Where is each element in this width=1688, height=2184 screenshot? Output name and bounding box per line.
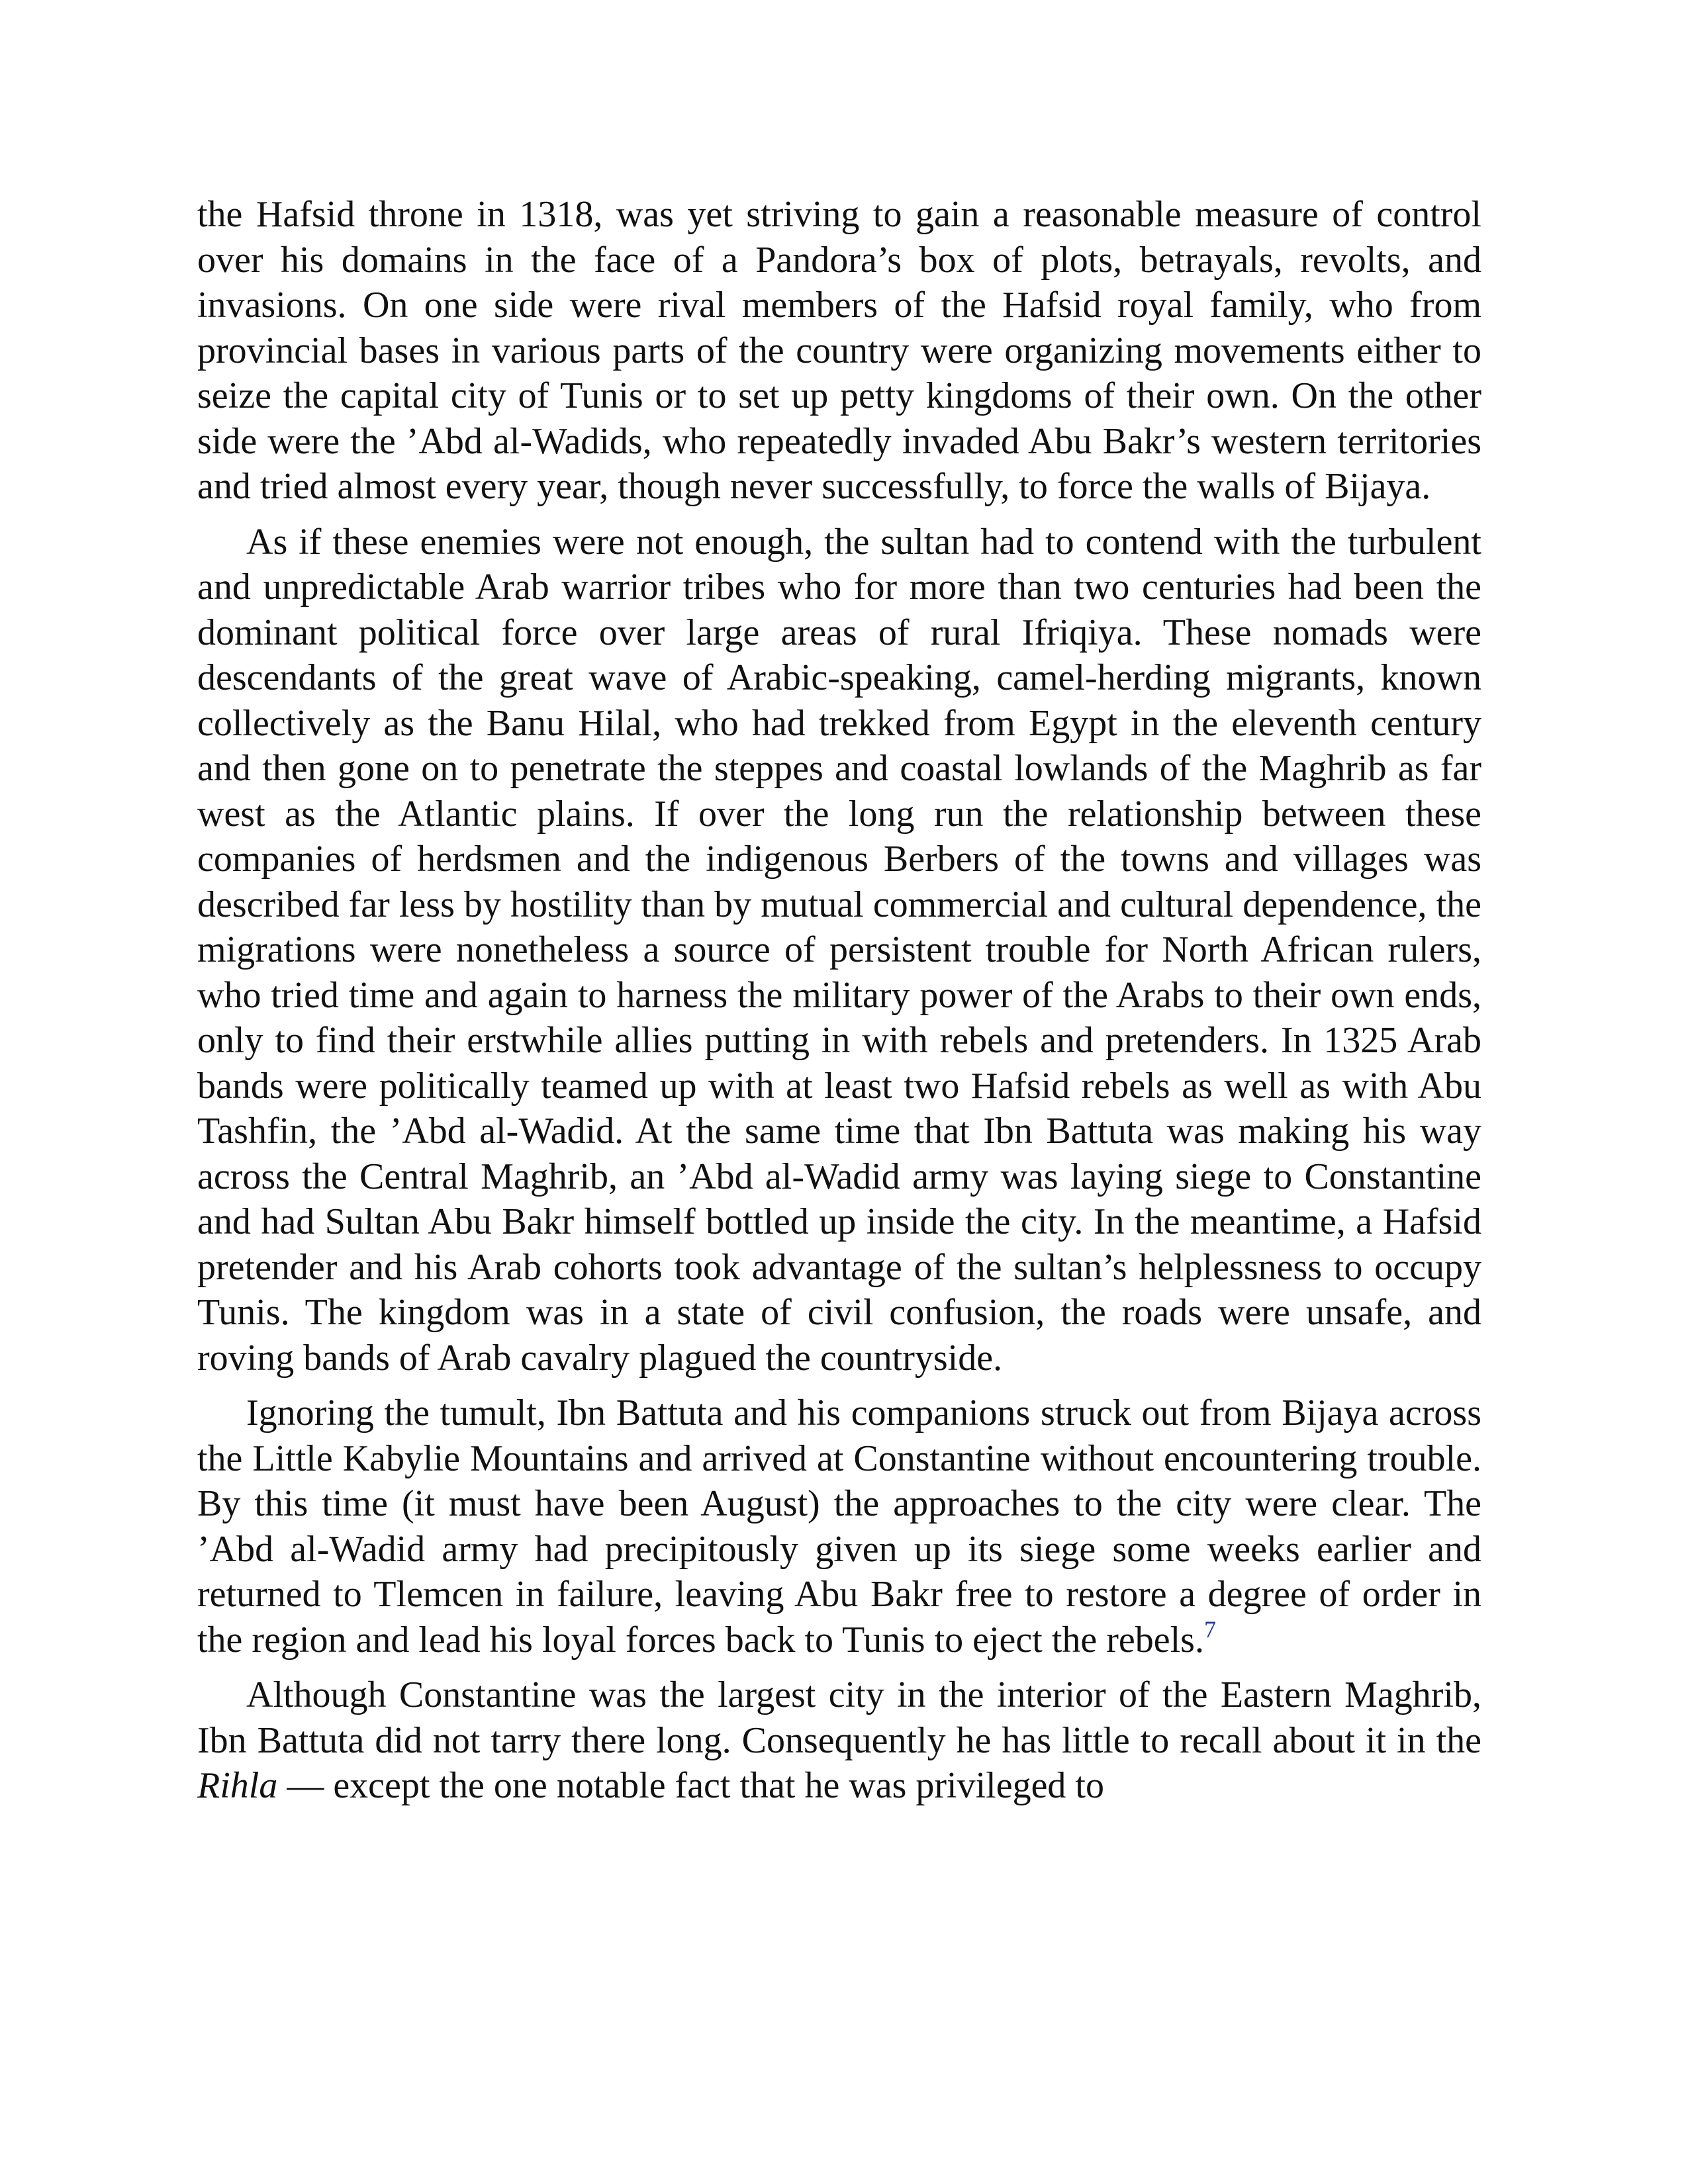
paragraph-4 [197,1672,1481,1809]
paragraph-3 [197,1390,1481,1662]
book-page [197,192,1481,1819]
paragraph-2 [197,520,1481,1381]
paragraph-1 [197,192,1481,510]
paragraph-4-text-after: — except the one notable fact that he was privileged to [277,1765,1104,1806]
rihla-title: Rihla [197,1765,278,1806]
paragraph-4-text-before: Although Constantine was the largest city in the interior of the Eastern Maghrib, Ibn Battuta did not tarry there long. Consequently he has little to recall about it in the [197,1674,1481,1761]
paragraph-1-text: the Hafsid throne in 1318, was yet striving to gain a reasonable measure of control over his domains in the face of a Pandora’s box of plots, betrayals, revolts, and invasions. On one side were rival members of the Hafsid royal family, who from provincial bases in various parts of the country were organizing movements either to seize the capital city of Tunis or to set up petty kingdoms of their own. On the other side were the ’Abd al-Wadids, who repeatedly invaded Abu Bakr’s western territories and tried almost every year, though never successfully, to force the walls of Bijaya. [197,194,1481,507]
footnote-ref-7[interactable]: 7 [1203,1615,1216,1643]
paragraph-2-text: As if these enemies were not enough, the sultan had to contend with the turbulent and unpredictable Arab warrior tribes who for more than two centuries had been the dominant political force over large areas of rural Ifriqiya. These nomads were descendants of the great wave of Arabic-speaking, camel-herding migrants, known collectively as the Banu Hilal, who had trekked from Egypt in the eleventh century and then gone on to penetrate the steppes and coastal lowlands of the Maghrib as far west as the Atlantic plains. If over the long run the relationship between these companies of herdsmen and the indigenous Berbers of the towns and villages was described far less by hostility than by mutual commercial and cultural dependence, the migrations were nonetheless a source of persistent trouble for North African rulers, who tried time and again to harness the military power of the Arabs to their own ends, only to find their erstwhile allies putting in with rebels and pretenders. In 1325 Arab bands were politically teamed up with at least two Hafsid rebels as well as with Abu Tashfin, the ’Abd al-Wadid. At the same time that Ibn Battuta was making his way across the Central Maghrib, an ’Abd al-Wadid army was laying siege to Constantine and had Sultan Abu Bakr himself bottled up inside the city. In the meantime, a Hafsid pretender and his Arab cohorts took advantage of the sultan’s helplessness to occupy Tunis. The kingdom was in a state of civil confusion, the roads were unsafe, and roving bands of Arab cavalry plagued the countryside. [197,521,1481,1379]
paragraph-3-text: Ignoring the tumult, Ibn Battuta and his companions struck out from Bijaya across the Little Kabylie Mountains and arrived at Constantine without encountering trouble. By this time (it must have been August) the approaches to the city were clear. The ’Abd al-Wadid army had precipitously given up its siege some weeks earlier and returned to Tlemcen in failure, leaving Abu Bakr free to restore a degree of order in the region and lead his loyal forces back to Tunis to eject the rebels. [197,1392,1481,1661]
